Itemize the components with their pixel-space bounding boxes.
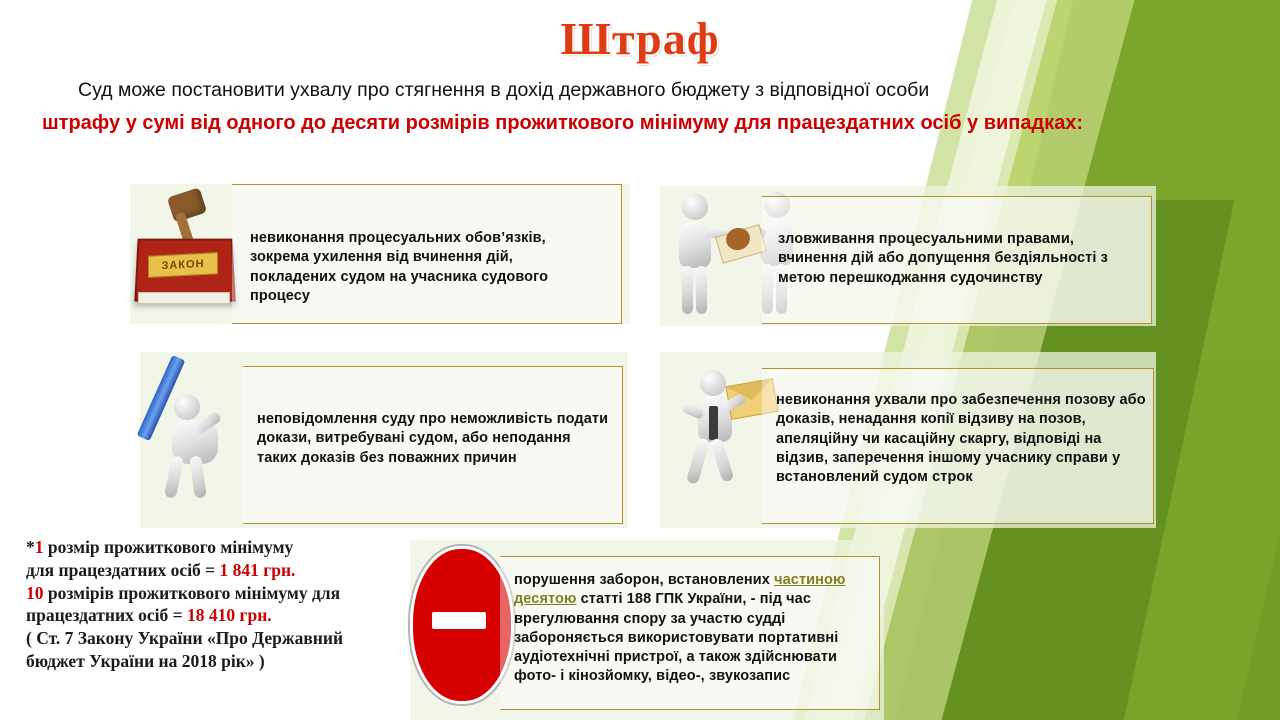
footnote-line-1	[26, 536, 416, 559]
content-box-3-text: неповідомлення суду про неможливість подати докази, витребувані судом, або неподання таких доказів без поважних причин	[257, 411, 609, 466]
content-box-5-text-after: статті 188 ГПК України, - під час врегулювання спору за участю судді забороняється використовувати портативні аудіотехнічні пристрої, а також здійснювати фото- і кінозйомку, відео-, звукозапис	[514, 591, 839, 685]
book-label: ЗАКОН	[148, 252, 218, 278]
content-box-5	[500, 556, 880, 710]
content-box-2-text: зловживання процесуальними правами, вчинення дій або допущення бездіяльності з метою перешкоджання судочинству	[778, 231, 1108, 286]
footnote-line-6: бюджет України на 2018 рік» )	[26, 650, 265, 671]
footnote-block	[26, 536, 416, 673]
statute-link[interactable]: частиною десятою	[514, 572, 846, 608]
gavel-head-shape	[167, 187, 207, 222]
footnote-line-4	[26, 604, 416, 627]
no-entry-sign-icon	[408, 540, 512, 708]
intro-paragraph-2: штрафу у сумі від одного до десяти розмірів прожиткового мінімуму для працездатних осіб у випадках:	[42, 112, 1084, 134]
content-box-2	[762, 196, 1152, 324]
content-box-4-text: невиконання ухвали про забезпечення позову або доказів, ненадання копії відзиву на позов, апеляційну чи касаційну скаргу, відповіді на відзив, заперечення іншому учаснику справи у встановлений судом строк	[776, 392, 1146, 486]
footnote-line-1-rest: розмір прожиткового мінімуму	[43, 537, 294, 557]
person-a-leg-left	[682, 266, 693, 314]
person-a-leg-right	[696, 266, 707, 314]
content-box-1-text: невиконання процесуальних обов’язків, зокрема ухилення від вчинення дій, покладених судом на учасника судового процесу	[250, 230, 549, 304]
writer-head	[174, 394, 200, 420]
content-box-5-text	[514, 571, 876, 687]
content-box-3	[243, 366, 623, 524]
page-title: Штраф	[560, 13, 720, 64]
runner-head	[700, 370, 726, 396]
footnote-value-1: 1 841 грн.	[219, 559, 296, 580]
runner-leg-right	[709, 437, 734, 483]
intro-paragraph-1: Суд може постановити ухвалу про стягнення в дохід державного бюджету з відповідної особи	[78, 79, 930, 101]
person-with-pen-icon	[140, 352, 260, 522]
person-a-head	[682, 194, 708, 220]
footnote-line-2-pre: для працездатних осіб =	[26, 559, 220, 580]
content-box-1	[232, 184, 622, 324]
writer-leg-left	[164, 455, 184, 499]
runner-leg-left	[686, 437, 710, 485]
footnote-asterisk: *	[26, 537, 35, 557]
footnote-count-10: 10	[26, 582, 44, 603]
footnote-line-4-pre: працездатних осіб =	[26, 605, 188, 626]
footnote-line-5: ( Ст. 7 Закону України «Про Державний	[26, 628, 344, 648]
footnote-line-2	[26, 559, 416, 582]
footnote-value-10: 18 410 грн.	[187, 605, 272, 626]
footnote-line-3	[26, 582, 416, 605]
footnote-count-1: 1	[34, 537, 44, 557]
runner-tie	[709, 406, 718, 440]
content-box-4	[762, 368, 1154, 524]
content-box-5-text-before: порушення заборон, встановлених	[514, 572, 775, 588]
law-book-gavel-icon	[128, 182, 238, 324]
footnote-line-3-rest: розмірів прожиткового мінімуму для	[43, 582, 341, 603]
book-pages-shape	[138, 292, 230, 304]
no-entry-sign-bar	[432, 612, 486, 629]
